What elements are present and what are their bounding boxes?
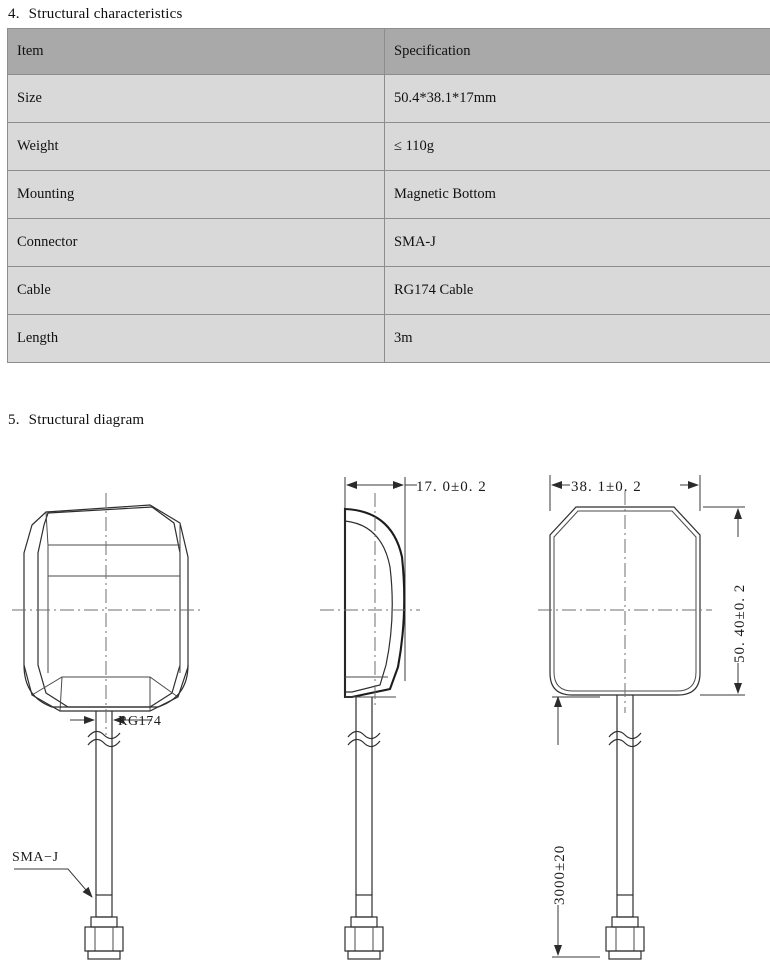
sma-connector (606, 895, 644, 959)
table-header-row (8, 29, 770, 75)
structural-characteristics-table (7, 28, 770, 363)
cell-item: Cable (8, 267, 385, 315)
table-row (8, 219, 770, 267)
callout-rg174 (70, 714, 161, 729)
cell-item: Length (8, 315, 385, 363)
dimension-text-cable-length: 3000±20 (552, 844, 568, 905)
table-row (8, 315, 770, 363)
section-number: 5. (8, 412, 20, 428)
front-view (538, 475, 748, 959)
table-row (8, 75, 770, 123)
cell-item: Connector (8, 219, 385, 267)
isometric-view (12, 493, 200, 959)
cell-spec: SMA-J (385, 219, 770, 267)
sma-connector (345, 895, 383, 959)
cell-item: Size (8, 75, 385, 123)
label-cable-type: RG174 (118, 714, 162, 729)
callout-sma-j (12, 850, 92, 897)
sma-connector (85, 895, 123, 959)
column-header-specification: Specification (385, 29, 770, 75)
cell-spec: 3m (385, 315, 770, 363)
cell-spec: 50.4*38.1*17mm (385, 75, 770, 123)
dimension-text-front-width: 38. 1±0. 2 (571, 479, 642, 495)
section-heading-structural-diagram (8, 411, 144, 429)
table-row (8, 123, 770, 171)
dimension-text-side-width: 17. 0±0. 2 (416, 479, 487, 495)
cell-item: Mounting (8, 171, 385, 219)
dimension-text-front-height: 50. 40±0. 2 (732, 583, 748, 663)
section-title: Structural diagram (28, 412, 145, 428)
cell-spec: ≤ 110g (385, 123, 770, 171)
section-heading-structural-characteristics (8, 5, 183, 23)
cell-item: Weight (8, 123, 385, 171)
table-row (8, 171, 770, 219)
cell-spec: Magnetic Bottom (385, 171, 770, 219)
column-header-item: Item (8, 29, 385, 75)
cell-spec: RG174 Cable (385, 267, 770, 315)
structural-diagram-drawing (0, 445, 770, 969)
dimension-front-height (700, 507, 748, 695)
label-connector: SMA−J (12, 850, 59, 865)
dimension-side-width (345, 477, 487, 681)
table-row (8, 267, 770, 315)
dimension-cable-length (552, 697, 600, 957)
side-view (320, 477, 487, 959)
section-title: Structural characteristics (28, 6, 183, 22)
section-number: 4. (8, 6, 20, 22)
